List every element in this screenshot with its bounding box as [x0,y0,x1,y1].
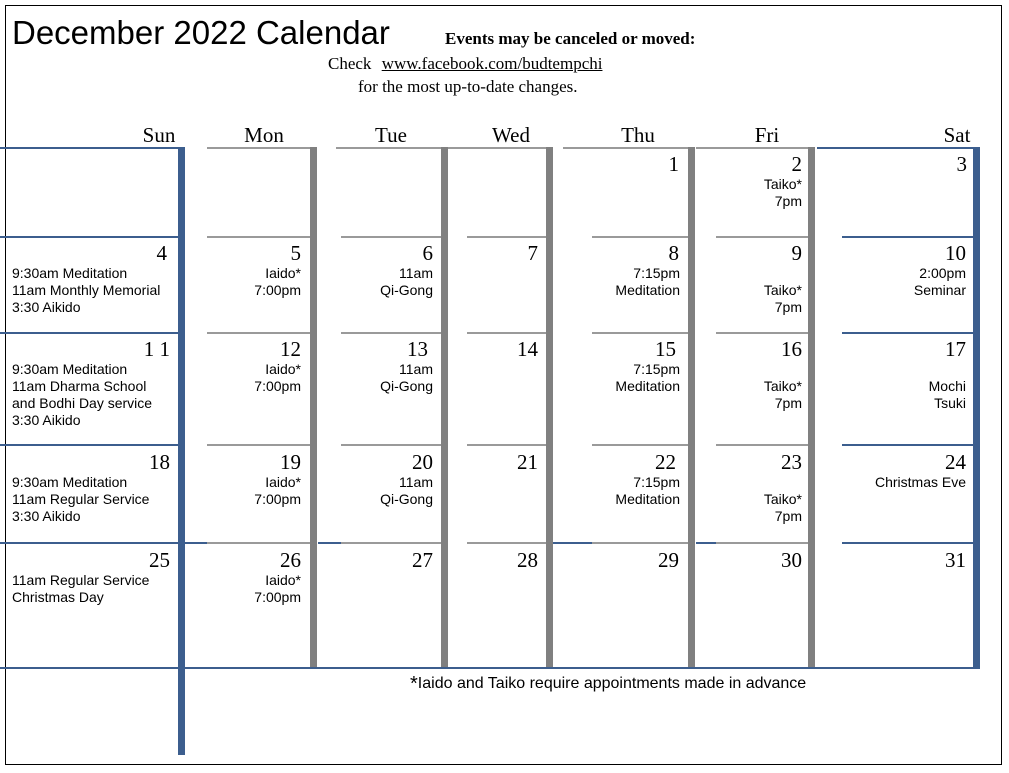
rule-week4-sun [0,542,207,544]
event-qigong: 11am Qi-Gong [380,361,433,394]
footnote-text: Iaido and Taiko require appointments made in advance [417,675,807,692]
day-header-thu: Thu [621,123,655,147]
date-number: 7 [527,241,538,265]
event-mochi-tsuki: Mochi Tsuki [928,378,966,411]
date-number: 31 [945,548,966,572]
rule-week4-gap2 [553,542,592,544]
rule-top-thu [563,147,688,149]
rule-week4-gap3 [696,542,716,544]
rule-week3-wed [467,444,546,446]
rule-week4-mon [207,542,310,544]
day-header-tue: Tue [375,123,407,147]
event-list: 11am Regular Service Christmas Day [12,572,150,605]
rule-week2-sat [842,332,979,334]
rule-top-sun [0,147,180,149]
date-number: 1 1 [143,337,170,361]
date-number: 29 [658,548,679,572]
rule-week3-thu [592,444,688,446]
rule-week2-mon [207,332,310,334]
divider-tue [441,147,448,667]
date-number: 28 [517,548,538,572]
rule-week3-fri [716,444,808,446]
date-number: 24 [945,450,966,474]
date-number: 26 [280,548,301,572]
rule-week2-sun [0,332,180,334]
event-list: 9:30am Meditation 11am Dharma School and Bodhi Day service 3:30 Aikido [12,361,153,428]
page-title: December 2022 Calendar [12,14,390,51]
event-meditation: 7:15pm Meditation [615,474,680,507]
rule-top-mon [207,147,310,149]
date-number: 14 [517,337,538,361]
date-number: 20 [412,450,433,474]
rule-week4-tue [341,542,441,544]
date-number: 22 [655,450,676,474]
date-number: 6 [422,241,433,265]
date-number: 17 [945,337,966,361]
date-number: 4 [156,241,167,265]
date-number: 8 [668,241,679,265]
day-header-wed: Wed [492,123,530,147]
date-number: 13 [407,337,428,361]
notice-footer-line: for the most up-to-date changes. [358,77,578,96]
date-number: 21 [517,450,538,474]
notice-heading: Events may be canceled or moved: [445,29,696,48]
rule-week3-sun [0,444,180,446]
footnote-asterisk: * [410,673,418,695]
event-meditation: 7:15pm Meditation [615,361,680,394]
rule-week4-sat [842,542,979,544]
divider-fri [808,147,815,667]
divider-sun [178,147,185,755]
event-meditation: 7:15pm Meditation [615,265,680,298]
page-frame [5,5,1002,765]
date-number: 9 [791,241,802,265]
date-number: 1 [668,152,679,176]
rule-week4-wed [467,542,546,544]
date-number: 15 [655,337,676,361]
day-header-sun: Sun [142,123,176,147]
rule-top-sat [817,147,979,149]
notice-check-label: Check [328,54,372,73]
notice-check-line [328,54,602,74]
rule-top-fri [696,147,808,149]
divider-mon [310,147,317,667]
rule-week1-mon [207,236,310,238]
event-taiko: Taiko* 7pm [763,282,802,315]
day-header-fri: Fri [754,123,780,147]
rule-week1-wed [467,236,546,238]
rule-week3-mon [207,444,310,446]
date-number: 18 [149,450,170,474]
rule-week4-gap [318,542,341,544]
rule-week1-sat [842,236,979,238]
event-qigong: 11am Qi-Gong [380,265,433,298]
rule-week1-thu [592,236,688,238]
date-number: 30 [781,548,802,572]
event-list: 9:30am Meditation 11am Monthly Memorial 3:30 Aikido [12,265,161,315]
event-iaido: Iaido* 7:00pm [254,265,301,298]
date-number: 12 [280,337,301,361]
day-header-mon: Mon [244,123,284,147]
rule-week3-sat [842,444,979,446]
rule-top-tue [336,147,441,149]
divider-sat [973,147,980,667]
date-number: 19 [280,450,301,474]
date-number: 3 [956,152,967,176]
rule-week2-tue [341,332,441,334]
rule-week2-thu [592,332,688,334]
event-seminar: 2:00pm Seminar [913,265,966,298]
rule-bottom [0,667,980,669]
event-taiko: Taiko* 7pm [763,491,802,524]
rule-week4-thu [592,542,688,544]
footnote [410,673,806,696]
facebook-link[interactable]: www.facebook.com/budtempchi [381,54,603,73]
date-number: 10 [945,241,966,265]
rule-week1-fri [716,236,808,238]
date-number: 25 [149,548,170,572]
rule-week1-tue [341,236,441,238]
event-iaido: Iaido* 7:00pm [254,361,301,394]
rule-week1-sun [0,236,180,238]
rule-week2-fri [716,332,808,334]
date-number: 23 [781,450,802,474]
divider-thu [688,147,695,667]
rule-week3-tue [341,444,441,446]
date-number: 16 [781,337,802,361]
event-christmas-eve: Christmas Eve [874,474,966,490]
rule-week2-wed [467,332,546,334]
event-qigong: 11am Qi-Gong [380,474,433,507]
date-number: 2 [791,152,802,176]
event-taiko: Taiko* 7pm [763,378,802,411]
event-taiko: Taiko* 7pm [763,176,802,209]
event-iaido: Iaido* 7:00pm [254,474,301,507]
event-list: 9:30am Meditation 11am Regular Service 3:30 Aikido [12,474,150,524]
rule-week4-fri [716,542,808,544]
day-header-sat: Sat [943,123,971,147]
date-number: 27 [412,548,433,572]
divider-wed [546,147,553,667]
rule-top-wed [448,147,546,149]
event-iaido: Iaido* 7:00pm [254,572,301,605]
date-number: 5 [290,241,301,265]
